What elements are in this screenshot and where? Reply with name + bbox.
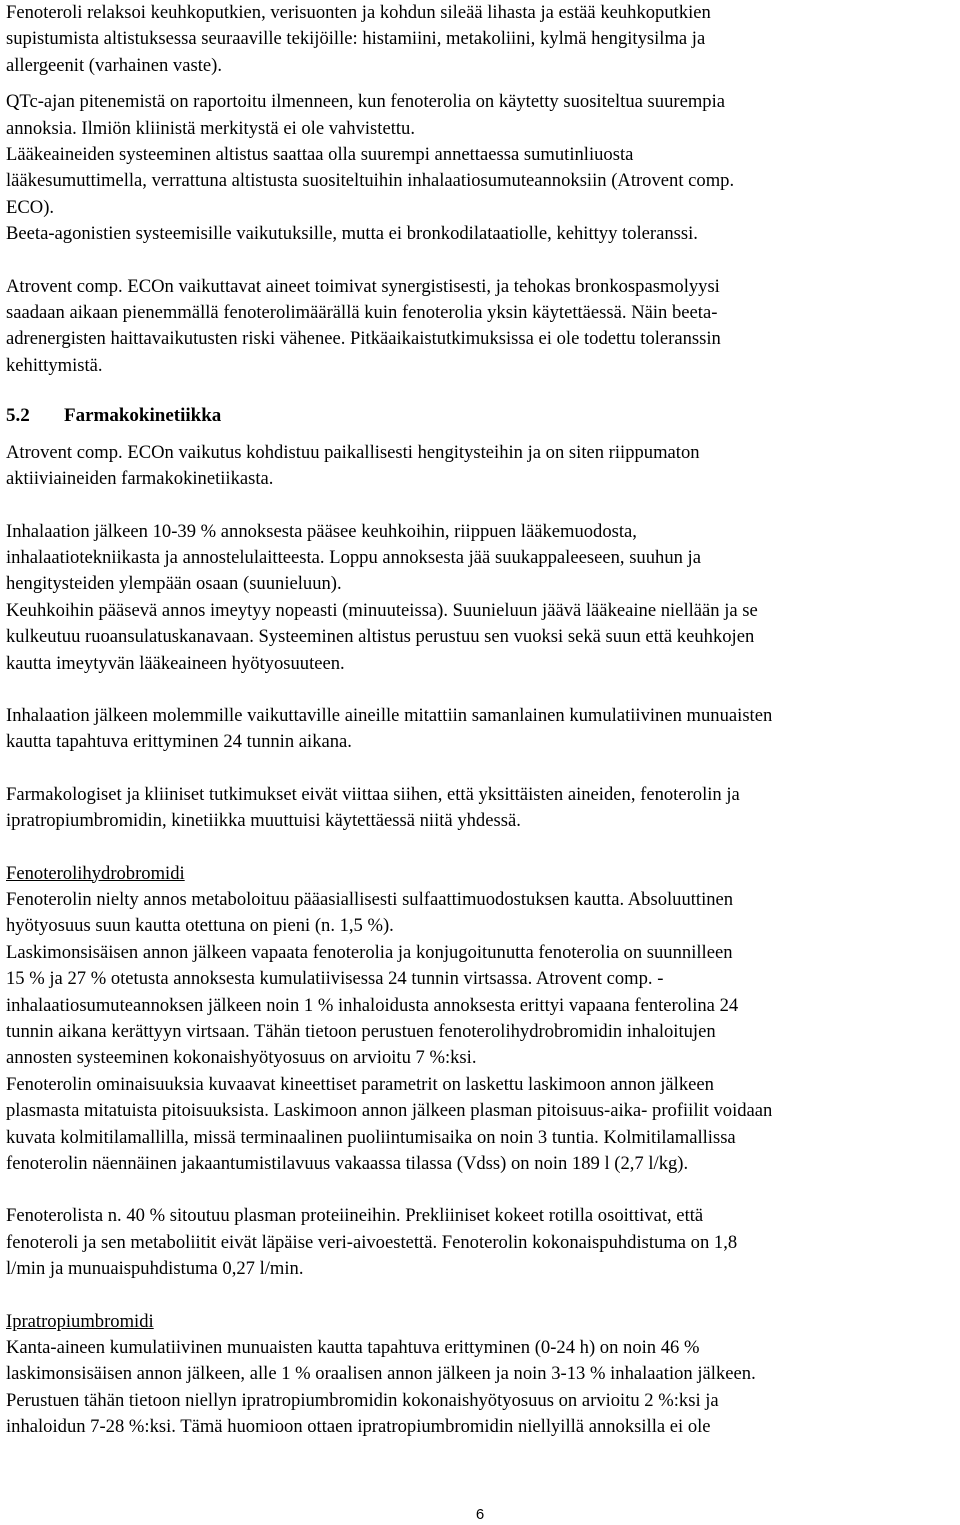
section-heading — [6, 403, 956, 429]
paragraph-systemic-exposure: Lääkeaineiden systeeminen altistus saattaa olla suurempi annettaessa sumutinliuosta lääkesumuttimella, verrattuna altistusta suositeltuihin inhalaatiosumuteannoksiin (Atrovent comp. ECO). — [6, 144, 735, 218]
paragraph-fenoterol-iv: Laskimonsisäisen annon jälkeen vapaata fenoterolia ja konjugoitunutta fenoterolia on suunnilleen 15 % ja 27 % otetusta annoksesta kumulatiivisessa 24 tunnin virtsassa. Atrovent comp. - inhalaatiosumuteannoksen jälkeen noin 1 % inhaloidusta annoksesta erittyi vapaana fenterolina 24 tunnin aikana kerättyyn virtsaan. Tähän tietoon perustuen fenoterolihydrobromidin inhaloitujen annosten systeeminen kokonaishyötyosuus on arvioitu 7 %:ksi. — [6, 941, 739, 1069]
paragraph-ipratropium-excretion: Kanta-aineen kumulatiivinen munuaisten kautta tapahtuva erittyminen (0-24 h) on noin 46 % laskimonsisäisen annon jälkeen, alle 1 % oraalisen annon jälkeen ja noin 3-13 % inhalaation jälkeen. Perustuen tähän tietoon niellyn ipratropiumbromidin kokonaishyötyosuus on arvioitu 2 %:ksi ja inhaloidun 7-28 %:ksi. Tämä huomioon ottaen ipratropiumbromidin niellyillä annoksilla ei ole — [6, 1337, 756, 1438]
paragraph-local-effect: Atrovent comp. ECOn vaikutus kohdistuu paikallisesti hengitysteihin ja on siten riippumaton aktiiviaineiden farmakokinetiikasta. — [6, 441, 700, 490]
paragraph-synergy: Atrovent comp. ECOn vaikuttavat aineet toimivat synergistisesti, ja tehokas bronkospasmolyysi saadaan aikaan pienemmällä fenoterolimäärällä kuin fenoterolia yksin käytettäessä. Näin beeta- adrenergisten haittavaikutusten riski vähenee. Pitkäaikaistutkimuksissa ei ole todettu toleranssin kehittymistä. — [6, 275, 721, 376]
page-number: 6 — [475, 1506, 485, 1523]
paragraph-absorption: Keuhkoihin pääsevä annos imeytyy nopeasti (minuuteissa). Suunieluun jäävä lääkeaine niellään ja se kulkeutuu ruoansulatuskanavaan. Systeeminen altistus perustuu sen vuoksi sekä suun että keuhkojen kautta imeytyvän lääkeaineen hyötyosuuteen. — [6, 599, 758, 674]
paragraph-fenoterol-metabolism: Fenoterolin nielty annos metaboloituu pääasiallisesti sulfaattimuodostuksen kautta. Absoluuttinen hyötyosuus suun kautta otettuna on pieni (n. 1,5 %). — [6, 888, 734, 937]
paragraph-fenoterol-relaxation: Fenoteroli relaksoi keuhkoputkien, verisuonten ja kohdun sileää lihasta ja estää keuhkoputkien supistumista altistuksessa seuraaville tekijöille: histamiini, metakoliini, kylmä hengitysilma ja allergeenit (varhainen vaste). — [6, 2, 711, 76]
paragraph-kinetics-interaction: Farmakologiset ja kliiniset tutkimukset eivät viittaa siihen, että yksittäisten aineiden, fenoterolin ja ipratropiumbromidin, kinetiikka muuttuisi käytettäessä niitä yhdessä. — [6, 783, 740, 832]
subheading-fenoterol: Fenoterolihydrobromidi — [6, 862, 185, 884]
subheading-ipratropium: Ipratropiumbromidi — [6, 1310, 154, 1332]
paragraph-renal-excretion: Inhalaation jälkeen molemmille vaikuttaville aineille mitattiin samanlainen kumulatiivinen munuaisten kautta tapahtuva erittyminen 24 tunnin aikana. — [6, 704, 773, 753]
paragraph-fenoterol-protein-binding: Fenoterolista n. 40 % sitoutuu plasman proteiineihin. Prekliiniset kokeet rotilla osoittivat, että fenoteroli ja sen metaboliitit eivät läpäise veri-aivoestettä. Fenoterolin kokonaispuhdistuma on 1,8 l/min ja munuaispuhdistuma 0,27 l/min. — [6, 1205, 738, 1280]
paragraph-tolerance: Beeta-agonistien systeemisille vaikutuksille, mutta ei bronkodilataatiolle, kehittyy toleranssi. — [6, 223, 698, 245]
section-title: Farmakokinetiikka — [64, 405, 222, 427]
section-number: 5.2 — [6, 405, 30, 427]
paragraph-inhalation-dose: Inhalaation jälkeen 10-39 % annoksesta pääsee keuhkoihin, riippuen lääkemuodosta, inhalaatiotekniikasta ja annostelulaitteesta. Loppu annoksesta jää suukappaleeseen, suuhun ja hengitysteiden ylempään osaan (suunieluun). — [6, 520, 701, 595]
document-page — [6, 0, 956, 1441]
paragraph-fenoterol-parameters: Fenoterolin ominaisuuksia kuvaavat kineettiset parametrit on laskettu laskimoon annon jälkeen plasmasta mitatuista pitoisuuksista. Laskimoon annon jälkeen plasman pitoisuus-aika- profiilit voidaan kuvata kolmitilamallilla, missä terminaalinen puoliintumisaika on noin 3 tuntia. Kolmitilamallissa fenoterolin näennäinen jakaantumistilavuus vakaassa tilassa (Vdss) on noin 189 l (2,7 l/kg). — [6, 1073, 773, 1175]
paragraph-qtc: QTc-ajan pitenemistä on raportoitu ilmenneen, kun fenoterolia on käytetty suositeltua suurempia annoksia. Ilmiön kliinistä merkitystä ei ole vahvistettu. — [6, 91, 726, 139]
